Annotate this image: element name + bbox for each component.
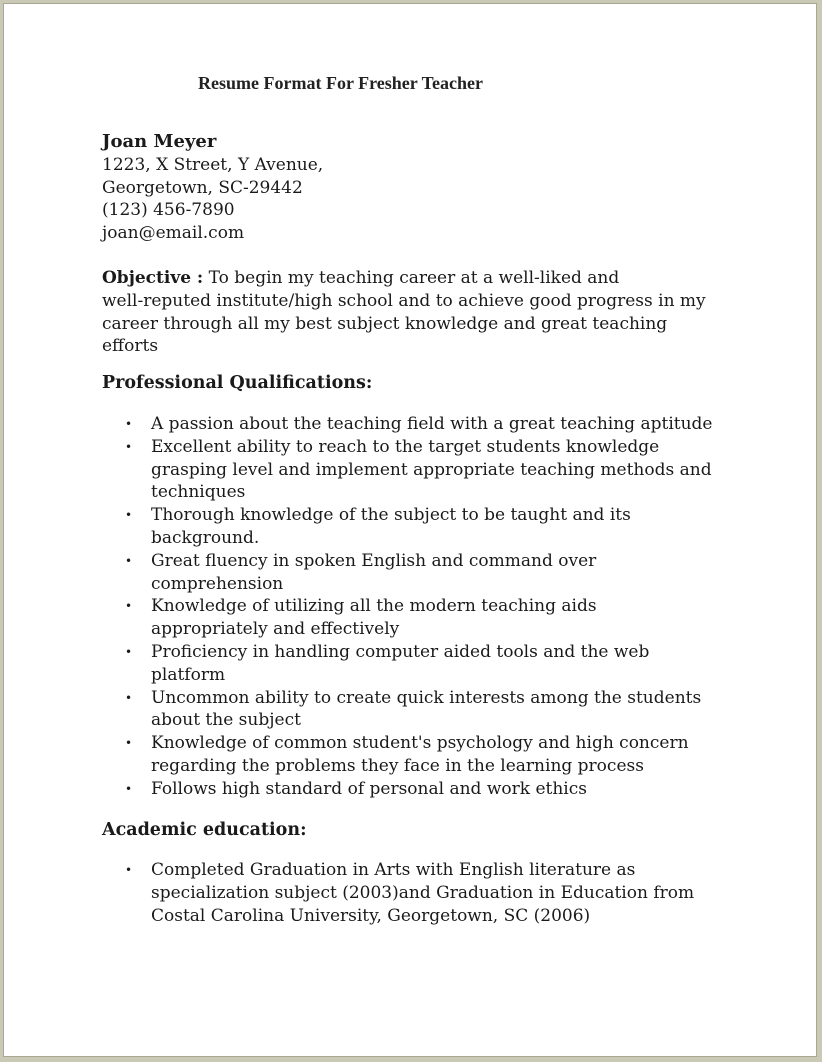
document-page bbox=[3, 3, 817, 1057]
qualification-item-line: Proficiency in handling computer aided tools and the web bbox=[151, 641, 650, 662]
qualification-item-line: background. bbox=[151, 527, 260, 548]
qualification-item-line: techniques bbox=[151, 482, 246, 503]
qualifications-list bbox=[102, 413, 742, 801]
bullet-icon: • bbox=[125, 416, 133, 431]
qualification-item bbox=[102, 595, 742, 641]
objective-line-4: efforts bbox=[102, 336, 159, 357]
qualification-item bbox=[102, 550, 742, 596]
document-title: Resume Format For Fresher Teacher bbox=[198, 73, 483, 93]
bullet-icon: • bbox=[125, 508, 133, 523]
qualification-item-line: platform bbox=[151, 664, 226, 685]
education-item bbox=[102, 859, 742, 927]
phone-number: (123) 456-7890 bbox=[102, 200, 235, 221]
contact-block bbox=[102, 131, 742, 245]
objective-line-3: career through all my best subject knowledge and great teaching bbox=[102, 313, 668, 334]
qualification-item-line: comprehension bbox=[151, 573, 284, 594]
education-heading: Academic education: bbox=[102, 819, 307, 840]
education-item-line: Costal Carolina University, Georgetown, SC (2006) bbox=[151, 905, 591, 926]
resume-body bbox=[102, 131, 742, 928]
objective-label: Objective : bbox=[102, 267, 204, 288]
qualification-item-line: regarding the problems they face in the learning process bbox=[151, 755, 644, 776]
qualification-item-line: grasping level and implement appropriate teaching methods and bbox=[151, 459, 712, 480]
bullet-icon: • bbox=[125, 553, 133, 568]
qualification-item-line: Follows high standard of personal and work ethics bbox=[151, 778, 587, 799]
bullet-icon: • bbox=[125, 863, 133, 878]
objective-line-2: well-reputed institute/high school and to achieve good progress in my bbox=[102, 290, 706, 311]
qualification-item-line: A passion about the teaching field with a great teaching aptitude bbox=[151, 413, 713, 434]
bullet-icon: • bbox=[125, 690, 133, 705]
objective-section bbox=[102, 267, 742, 358]
education-item-line: specialization subject (2003)and Graduation in Education from bbox=[151, 883, 695, 904]
qualification-item-line: Knowledge of utilizing all the modern teaching aids bbox=[151, 596, 597, 617]
bullet-icon: • bbox=[125, 781, 133, 796]
qualification-item bbox=[102, 413, 742, 436]
qualification-item bbox=[102, 687, 742, 733]
qualification-item-line: about the subject bbox=[151, 710, 301, 731]
qualifications-heading: Professional Qualifications: bbox=[102, 373, 373, 394]
education-item-line: Completed Graduation in Arts with English literature as bbox=[151, 860, 636, 881]
qualification-item bbox=[102, 732, 742, 778]
address-line-1: 1223, X Street, Y Avenue, bbox=[102, 154, 324, 175]
qualification-item-line: Thorough knowledge of the subject to be taught and its bbox=[151, 505, 631, 526]
bullet-icon: • bbox=[125, 439, 133, 454]
address-line-2: Georgetown, SC-29442 bbox=[102, 177, 303, 198]
qualification-item-line: Knowledge of common student's psychology and high concern bbox=[151, 733, 689, 754]
objective-line-1 bbox=[102, 267, 742, 290]
candidate-name: Joan Meyer bbox=[102, 131, 217, 152]
qualification-item bbox=[102, 436, 742, 504]
education-list bbox=[102, 859, 742, 927]
email-address: joan@email.com bbox=[102, 223, 245, 244]
qualification-item bbox=[102, 641, 742, 687]
bullet-icon: • bbox=[125, 599, 133, 614]
qualification-item-line: Great fluency in spoken English and command over bbox=[151, 550, 597, 571]
qualification-item-line: Uncommon ability to create quick interests among the students bbox=[151, 687, 702, 708]
bullet-icon: • bbox=[125, 644, 133, 659]
qualification-item bbox=[102, 504, 742, 550]
qualification-item bbox=[102, 778, 742, 801]
bullet-icon: • bbox=[125, 736, 133, 751]
qualification-item-line: appropriately and effectively bbox=[151, 619, 400, 640]
objective-text-1: To begin my teaching career at a well-liked and bbox=[203, 267, 620, 288]
qualification-item-line: Excellent ability to reach to the target students knowledge bbox=[151, 436, 660, 457]
